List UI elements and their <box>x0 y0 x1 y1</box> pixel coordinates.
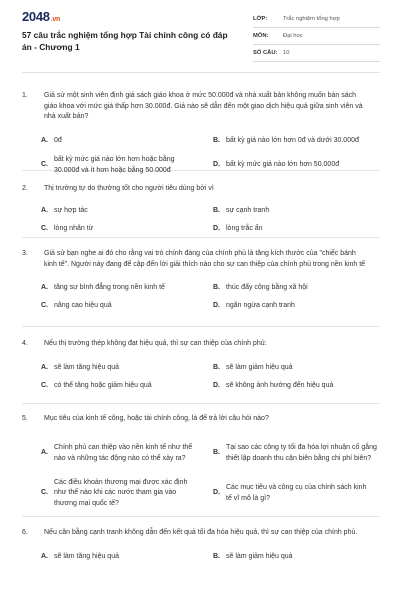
question-3 <box>22 238 380 327</box>
options <box>22 360 380 396</box>
question-number: 1. <box>22 92 28 99</box>
option-letter: A. <box>41 137 48 145</box>
meta-row-subject <box>253 28 380 45</box>
option-c[interactable] <box>41 474 213 514</box>
option-b[interactable] <box>213 549 385 567</box>
option-text: sẽ làm tăng hiệu quả <box>54 553 119 561</box>
options <box>22 434 380 514</box>
option-a[interactable] <box>41 203 213 221</box>
option-text: sự cạnh tranh <box>226 207 270 215</box>
option-letter: C. <box>41 161 48 169</box>
question-2 <box>22 171 380 238</box>
option-c[interactable] <box>41 297 213 315</box>
option-letter: C. <box>41 225 48 233</box>
option-letter: D. <box>213 161 220 169</box>
option-b[interactable] <box>213 434 385 474</box>
meta-label: LỚP: <box>253 16 268 22</box>
option-letter: B. <box>213 553 220 561</box>
option-c[interactable] <box>41 378 213 396</box>
question-body: Nếu thị trường thép không đạt hiệu quả, thì sự can thiệp của chính phủ: <box>44 340 267 347</box>
question-number: 2. <box>22 185 28 192</box>
option-text: sẽ làm tăng hiệu quả <box>54 364 119 372</box>
option-letter: C. <box>41 489 48 497</box>
option-letter: C. <box>41 301 48 309</box>
options <box>22 279 380 315</box>
logo-suffix: .vn <box>50 16 60 23</box>
option-d[interactable] <box>213 221 385 239</box>
option-a[interactable] <box>41 131 213 153</box>
question-body: Giả sử một sinh viên định giá sách giáo khoa ở mức 50.000đ và nhà xuất bản không muốn bán sách giáo khoa với mức giá thấp hơn 30.000đ. Giá nào sẽ dẫn đến một giao dịch hiệu quả giữa sinh viên và nhà xuất bản? <box>44 92 363 120</box>
question-text <box>22 249 380 270</box>
option-text: Chính phủ can thiệp vào nền kinh tế như thế nào và những tác động nào có thể xảy ra? <box>54 444 193 462</box>
question-4 <box>22 327 380 404</box>
option-text: lòng nhân từ <box>54 225 94 233</box>
option-text: thúc đẩy công bằng xã hội <box>226 283 308 291</box>
option-letter: A. <box>41 449 48 457</box>
option-text: sẽ làm giảm hiệu quả <box>226 553 293 561</box>
option-letter: B. <box>213 283 220 291</box>
option-letter: B. <box>213 364 220 372</box>
option-letter: D. <box>213 225 220 233</box>
option-b[interactable] <box>213 360 385 378</box>
question-text <box>22 91 380 123</box>
document-title: 57 câu trắc nghiệm tổng hợp Tài chính công có đáp án - Chương 1 <box>22 30 228 52</box>
option-text: Các mục tiêu và công cụ của chính sách kinh tế vĩ mô là gì? <box>226 484 367 502</box>
option-text: bất kỳ mức giá nào lớn hơn 50.000đ <box>226 161 340 169</box>
option-letter: D. <box>213 301 220 309</box>
question-body: Thị trường tự do thường tốt cho người tiêu dùng bởi vì <box>44 185 214 192</box>
question-body: Giả sử bạn nghe ai đó cho rằng vai trò chính đáng của chính phủ là tăng kích thước của "chiếc bánh kinh tế". Người này đang để cập đến lời giải thích nào cho sự can thiệp của chính phủ trong nền kinh tế <box>44 250 366 268</box>
option-a[interactable] <box>41 549 213 567</box>
option-a[interactable] <box>41 360 213 378</box>
meta-row-count <box>253 45 380 62</box>
option-b[interactable] <box>213 131 385 153</box>
option-letter: A. <box>41 553 48 561</box>
question-number: 3. <box>22 250 28 257</box>
meta-label: MÔN: <box>253 33 269 39</box>
question-text <box>22 184 380 195</box>
option-letter: C. <box>41 382 48 390</box>
question-body: Nếu cân bằng cạnh tranh không dẫn đến kết quả tối đa hóa hiệu quả, thì sự can thiệp của chính phủ. <box>44 529 358 536</box>
meta-row-class <box>253 11 380 28</box>
option-b[interactable] <box>213 279 385 297</box>
option-text: bất kỳ giá nào lớn hơn 0đ và dưới 30.000đ <box>226 137 359 145</box>
option-text: sẽ làm giảm hiệu quả <box>226 364 293 372</box>
question-body: Mục tiêu của kinh tế công, hoặc tài chính công, là để trả lời câu hỏi nào? <box>44 415 269 422</box>
option-letter: B. <box>213 137 220 145</box>
option-letter: B. <box>213 449 220 457</box>
question-text <box>22 339 380 350</box>
option-d[interactable] <box>213 474 385 514</box>
site-logo[interactable] <box>22 9 60 24</box>
meta-value: Trắc nghiệm tổng hợp <box>283 16 340 22</box>
question-text <box>22 414 380 425</box>
question-number: 5. <box>22 415 28 422</box>
meta-table <box>253 11 380 62</box>
question-text <box>22 528 380 539</box>
option-letter: A. <box>41 207 48 215</box>
option-a[interactable] <box>41 279 213 297</box>
question-1 <box>22 82 380 174</box>
option-d[interactable] <box>213 378 385 396</box>
option-letter: B. <box>213 207 220 215</box>
option-text: có thể tăng hoặc giảm hiệu quả <box>54 382 152 390</box>
option-d[interactable] <box>213 297 385 315</box>
question-6 <box>22 517 380 597</box>
option-text: lòng trắc ẩn <box>226 225 263 233</box>
option-text: sự hợp tác <box>54 207 88 215</box>
option-letter: D. <box>213 489 220 497</box>
option-text: sẽ không ảnh hưởng đến hiệu quả <box>226 382 334 390</box>
option-c[interactable] <box>41 221 213 239</box>
option-text: tăng sự bình đẳng trong nền kinh tế <box>54 283 165 291</box>
option-a[interactable] <box>41 434 213 474</box>
question-number: 4. <box>22 340 28 347</box>
options <box>22 549 380 567</box>
meta-value: 10 <box>283 50 290 56</box>
question-5 <box>22 404 380 517</box>
question-number: 6. <box>22 529 28 536</box>
header-divider <box>22 72 380 73</box>
option-letter: D. <box>213 382 220 390</box>
meta-value: Đại học <box>283 33 303 39</box>
meta-label: SỐ CÂU: <box>253 50 278 56</box>
option-text: Các điều khoản thương mại được xác định như thế nào khi các nước tham gia vào thương mại quốc tế? <box>54 478 188 507</box>
logo-text: 2048 <box>22 9 50 24</box>
option-b[interactable] <box>213 203 385 221</box>
option-text: bất kỳ mức giá nào lớn hơn hoặc bằng 30.000đ và ít hơn hoặc bằng 50.000đ <box>54 156 175 174</box>
option-letter: A. <box>41 364 48 372</box>
option-text: Tại sao các công ty tối đa hóa lợi nhuận cố gắng thiết lập doanh thu cận biên bằng chi phí biên? <box>226 444 377 462</box>
option-text: ngăn ngừa cạnh tranh <box>226 301 295 309</box>
options <box>22 203 380 239</box>
option-text: 0đ <box>54 137 62 145</box>
option-text: nâng cao hiệu quả <box>54 301 112 309</box>
header <box>22 0 380 82</box>
option-letter: A. <box>41 283 48 291</box>
